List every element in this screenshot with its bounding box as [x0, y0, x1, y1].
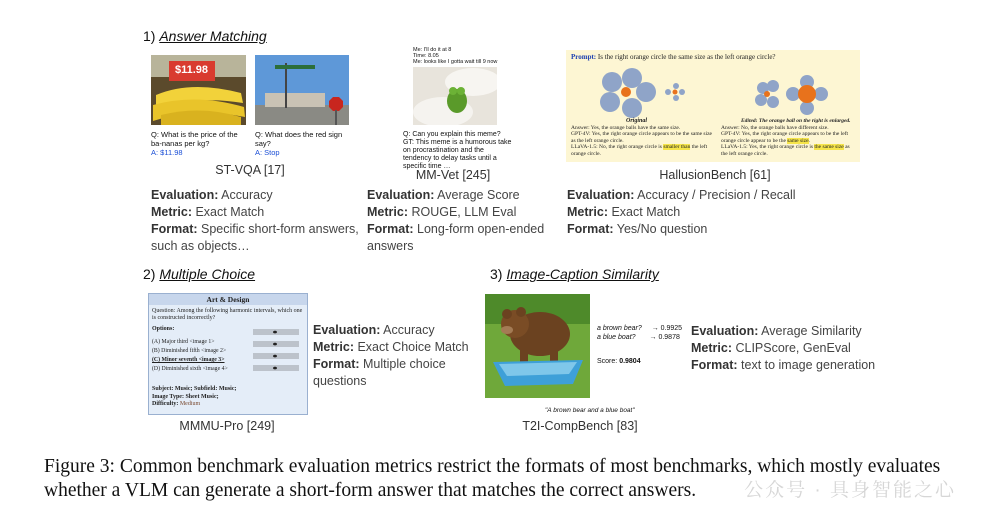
stvqa-caption: ST-VQA [17] — [215, 163, 285, 177]
t2i-score — [597, 357, 641, 366]
stvqa-meta — [151, 187, 361, 255]
format-value: text to image generation — [741, 358, 876, 372]
mmvet-question: Q: Can you explain this meme? — [403, 131, 501, 138]
mmmu-options-label: Options: — [152, 326, 175, 332]
street-illustration — [255, 55, 349, 125]
prompt-text: Is the right orange circle the same size as the left orange circle? — [597, 53, 776, 61]
section-label: Multiple Choice — [159, 266, 256, 282]
section-label: Image-Caption Similarity — [506, 266, 659, 282]
eval-value: Accuracy — [383, 323, 435, 337]
llava-left — [571, 144, 713, 157]
meme-line-2: Time: 8.05 — [413, 53, 439, 59]
gpt-right-pre: GPT-4V: Yes, the right orange circle appears to be the left orange circle appear to be the — [721, 131, 849, 144]
meme-line-1: Me: I'll do it at 8 — [413, 47, 452, 53]
mmmu-caption: MMMU-Pro [249] — [179, 419, 275, 433]
gpt-right-post: . — [808, 137, 810, 144]
option-b: (B) Diminished fifth <image 2> — [152, 348, 227, 354]
mmmu-image-type: Image Type: Sheet Music; — [152, 393, 219, 400]
option-a: (A) Major third <image 1> — [152, 339, 215, 345]
t2i-caption: T2I-CompBench [83] — [522, 419, 638, 433]
eval-value: Accuracy / Precision / Recall — [637, 188, 796, 202]
mmmu-options — [152, 338, 252, 374]
section-label: Answer Matching — [159, 28, 267, 44]
metric-label: Metric: — [151, 205, 192, 219]
format-value: Long-form open-ended answers — [367, 222, 545, 253]
edited-label: Edited: The orange ball on the right is enlarged. — [741, 118, 851, 124]
mmvet-meta — [367, 187, 557, 255]
metric-value: ROUGE, LLM Eval — [411, 205, 517, 219]
mmmu-subject: Subject: Music; Subfield: Music; — [152, 386, 237, 392]
metric-label: Metric: — [691, 341, 732, 355]
mmmu-difficulty-label: Difficulty: — [152, 401, 180, 407]
stvqa-answer-2: A: Stop — [255, 148, 280, 157]
mmmu-difficulty-value: Medium — [179, 401, 201, 407]
mmmu-question: Question: Among the following harmonic intervals, which one is constructed incorrectly? — [152, 308, 303, 321]
llava-right-post: as the left orange circle. — [721, 144, 850, 157]
format-label: Format: — [567, 222, 614, 236]
watermark: 公众号 · 具身智能之心 — [744, 480, 956, 501]
prompt-1: a brown bear? — [597, 325, 642, 332]
llava-left-pre: LLaVA-1.5: No, the right orange circle is — [571, 144, 664, 151]
hallusion-panel — [566, 50, 860, 162]
mmmu-footer — [152, 386, 304, 409]
bear-boat-image — [485, 294, 590, 398]
stvqa-question-1: Q: What is the price of the ba-nanas per kg? — [151, 130, 238, 148]
gpt-right — [721, 131, 857, 144]
bear-boat-illustration — [485, 294, 590, 398]
kermit-illustration — [413, 67, 497, 125]
score-2: → 0.9878 — [649, 334, 680, 341]
format-label: Format: — [151, 222, 198, 236]
mmmu-card — [148, 293, 308, 415]
metric-value: Exact Choice Match — [357, 340, 469, 354]
stvqa-qa-2 — [255, 130, 351, 157]
metric-label: Metric: — [313, 340, 354, 354]
eval-label: Evaluation: — [567, 188, 635, 202]
format-value: Multiple choice questions — [313, 357, 446, 388]
llava-right-pre: LLaVA-1.5: Yes, the right orange circle is — [721, 144, 815, 151]
price-sign-text: $11.98 — [175, 64, 209, 76]
prompt-label: Prompt: — [571, 53, 597, 61]
option-c: (C) Minor seventh <image 3> — [152, 357, 225, 363]
format-value: Yes/No question — [616, 222, 708, 236]
mmmu-header: Art & Design — [149, 294, 307, 305]
hallusion-prompt — [571, 53, 856, 61]
section-title-multiple-choice — [143, 266, 255, 282]
llava-left-highlight: smaller than — [663, 144, 691, 151]
hallusion-answers-left — [571, 125, 713, 157]
figure-caption: Figure 3: Common benchmark evaluation metrics restrict the formats of most benchmarks, which mostly evaluates whether a VLM can generate a short-form answer that matches the correct answers. — [44, 456, 941, 501]
score-label: Score: — [597, 358, 618, 365]
metric-label: Metric: — [367, 205, 408, 219]
eval-value: Accuracy — [221, 188, 273, 202]
hallusion-meta — [567, 187, 827, 238]
metric-value: Exact Match — [195, 205, 265, 219]
meme-text — [413, 47, 513, 65]
hallusion-answers-right — [721, 125, 857, 157]
stvqa-question-2: Q: What does the red sign say? — [255, 130, 343, 148]
eval-label: Evaluation: — [367, 188, 435, 202]
eval-label: Evaluation: — [151, 188, 219, 202]
stvqa-qa-1 — [151, 130, 247, 157]
original-label: Original — [626, 118, 648, 124]
llava-right-highlight: the same size — [814, 144, 844, 151]
format-label: Format: — [313, 357, 360, 371]
mmmu-meta — [313, 322, 483, 390]
stvqa-answer-1: A: $11.98 — [151, 148, 183, 157]
answer-right: Answer: No, the orange balls have different size. — [721, 125, 829, 131]
option-d: (D) Diminished sixth <image 4> — [152, 366, 228, 372]
meme-line-3: Me: looks like I gotta wait till 9 now — [413, 59, 498, 65]
metric-value: Exact Match — [611, 205, 681, 219]
gpt-right-highlight: same size — [787, 137, 809, 144]
format-label: Format: — [691, 358, 738, 372]
score-value: 0.9804 — [619, 358, 641, 365]
edited-circles-illustration — [751, 72, 831, 122]
format-label: Format: — [367, 222, 414, 236]
hallusion-caption: HallusionBench [61] — [659, 168, 771, 182]
mmvet-qa — [403, 131, 513, 171]
gpt-left: GPT-4V: Yes, the right orange circle appears to be the same size as the left orange circle. — [571, 131, 712, 144]
metric-label: Metric: — [567, 205, 608, 219]
bananas-image — [151, 55, 246, 125]
eval-value: Average Score — [437, 188, 520, 202]
t2i-prompts — [597, 324, 687, 342]
t2i-meta — [691, 323, 891, 374]
prompt-2: a blue boat? — [597, 334, 636, 341]
sheet-music-illustration — [253, 328, 299, 374]
metric-value: CLIPScore, GenEval — [735, 341, 851, 355]
llava-left-post: the left orange circle. — [571, 144, 708, 157]
t2i-image-caption: "A brown bear and a blue boat" — [545, 407, 635, 414]
answer-left: Answer: Yes, the orange balls have the same size. — [571, 125, 681, 131]
llava-right — [721, 144, 857, 157]
eval-label: Evaluation: — [691, 324, 759, 338]
mmvet-caption: MM-Vet [245] — [415, 168, 491, 182]
meme-image — [413, 67, 497, 125]
section-title-caption-similarity — [490, 266, 659, 282]
section-number: 1) — [143, 28, 156, 44]
eval-label: Evaluation: — [313, 323, 381, 337]
section-title-answer-matching — [143, 28, 267, 44]
score-1: → 0.9925 — [651, 325, 683, 332]
section-number: 2) — [143, 266, 156, 282]
original-circles-illustration — [596, 66, 686, 122]
section-number: 3) — [490, 266, 503, 282]
format-value: Specific short-form answers, such as objects… — [151, 222, 359, 253]
eval-value: Average Similarity — [761, 324, 862, 338]
street-image — [255, 55, 349, 125]
mmvet-ground-truth: GT: This meme is a humorous take on procrastination and the tendency to delay tasks until a specific time … — [403, 139, 512, 170]
